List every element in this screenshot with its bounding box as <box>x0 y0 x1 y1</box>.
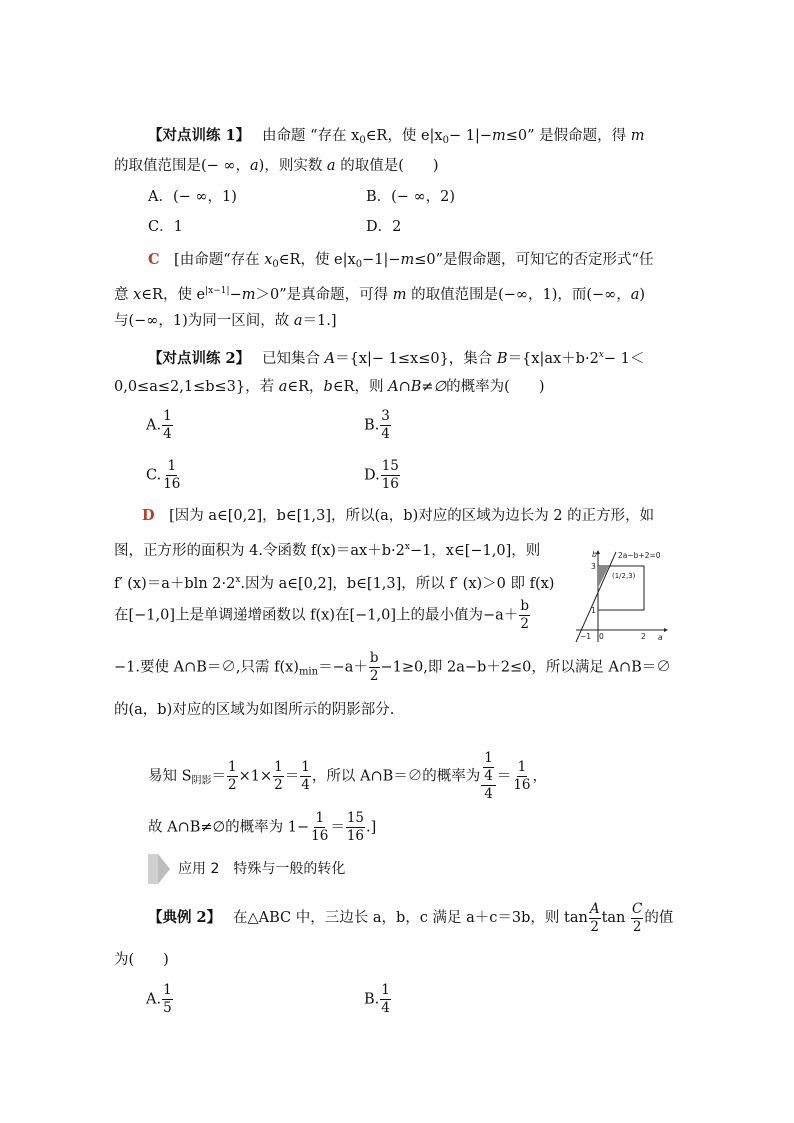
text: x <box>259 252 273 268</box>
text: .] <box>366 819 377 836</box>
text: 15 <box>346 810 365 826</box>
text: a <box>293 313 303 329</box>
text: ∈R，则 <box>332 379 384 395</box>
practice2-option-b <box>364 408 392 443</box>
practice2-solution-line2 <box>114 537 540 561</box>
text: 1 <box>301 759 310 775</box>
text: b <box>369 650 379 666</box>
text: m <box>400 252 415 268</box>
text: m <box>626 128 645 144</box>
text: 15 <box>381 458 399 474</box>
fraction <box>369 650 380 685</box>
text: 0 <box>272 259 279 270</box>
practice1-solution-line3 <box>114 311 337 331</box>
text: tan <box>601 910 626 926</box>
fraction <box>380 982 391 1017</box>
section-heading <box>178 859 345 879</box>
practice2-solution-line3 <box>114 570 554 594</box>
practice2-stem-line1 <box>148 345 644 369</box>
text: 故 A∩B≠∅的概率为 1− <box>148 819 310 836</box>
fraction <box>273 759 284 794</box>
y-tick-3: 3 <box>591 562 596 571</box>
text: 5 <box>163 1000 172 1016</box>
text: 1 <box>163 408 172 424</box>
text: x <box>235 575 241 585</box>
example2-stem-line1 <box>148 898 673 938</box>
text: 0 <box>355 259 363 270</box>
fraction <box>519 598 530 633</box>
fraction <box>310 810 329 845</box>
set-a-symbol: A <box>324 351 336 367</box>
section-heading-arrow <box>158 854 170 884</box>
text: m <box>492 128 506 144</box>
practice2-answer: D <box>142 507 155 524</box>
text: 的取值是( ) <box>340 158 439 174</box>
text: B. <box>364 991 380 1008</box>
text: ＝{x|− 1≤x≤0}，集合 <box>335 351 493 367</box>
text: 已知集合 <box>262 351 320 367</box>
point-label: (1/2,3) <box>612 572 636 580</box>
fraction <box>227 759 238 794</box>
text: −1|− <box>362 252 401 268</box>
practice1-option-b: B．(− ∞，2) <box>366 189 456 205</box>
text: 2 <box>520 616 529 632</box>
text: [因为 a∈[0,2]，b∈[1,3]，所以(a，b)对应的区域为边长为 2 的正方形，如 <box>169 508 655 524</box>
practice1-solution-line2 <box>114 281 645 305</box>
var-b: b <box>323 379 333 395</box>
section-heading-bar <box>148 854 158 884</box>
text: m <box>241 287 256 303</box>
set-b-symbol: B <box>496 351 508 367</box>
text: x <box>598 350 604 360</box>
text: ，所以 A∩B＝∅的概率为 <box>311 768 481 785</box>
practice1-answer: C <box>148 251 160 268</box>
text: 与(−∞，1)为同一区间，故 <box>114 313 290 329</box>
practice2-solution-line1 <box>142 506 654 526</box>
fraction <box>381 458 400 493</box>
text: 的值 <box>644 910 674 926</box>
text: ∈R，使 e|x <box>278 252 356 268</box>
text: 16 <box>163 476 181 492</box>
section-label: 应用 2 <box>178 861 220 877</box>
text: − <box>229 287 242 303</box>
text: 阴影 <box>191 775 212 787</box>
text: ， <box>532 768 548 785</box>
y-axis-label: b <box>592 550 597 559</box>
text: a <box>630 287 640 303</box>
text: D. <box>364 467 380 484</box>
text: 由命题 “存在 x <box>262 128 360 144</box>
text: −1.要使 A∩B＝∅,只需 f(x) <box>114 659 299 676</box>
text: 16 <box>513 777 531 793</box>
text: 的取值范围是(− ∞， <box>114 158 250 174</box>
text: ≤0” 是假命题，得 <box>505 128 627 144</box>
text: −1，x∈[−1,0]，则 <box>409 543 541 559</box>
compound-fraction <box>481 750 496 803</box>
practice1-option-d: D．2 <box>366 219 402 235</box>
text: b <box>520 598 529 614</box>
practice2-label: 【对点训练 2】 <box>148 350 243 367</box>
shaded-region <box>598 566 609 588</box>
fraction <box>162 458 181 493</box>
text: ≤0”是假命题，可知它的否定形式“任 <box>414 252 654 268</box>
text: 的取值范围是(−∞，1)，而(−∞， <box>411 287 631 303</box>
text: 1 <box>315 810 325 826</box>
text: −1≥0,即 2a−b＋2≤0，所以满足 A∩B＝∅ <box>380 659 671 676</box>
x-tick-minus1: −1 <box>580 632 592 641</box>
text: ＝ <box>496 768 512 785</box>
practice1-stem-line2 <box>114 156 439 176</box>
text: C <box>632 900 643 917</box>
text: ∈R， <box>287 379 324 395</box>
region-figure <box>572 548 672 644</box>
practice1-option-a: A．(− ∞，1) <box>148 189 237 205</box>
text: ×1× <box>238 768 273 785</box>
practice2-solution-line5 <box>114 650 671 690</box>
text: 2 <box>274 777 283 793</box>
fraction <box>589 901 601 936</box>
text: 4 <box>301 777 310 793</box>
text: 图，正方形的面积为 4.令函数 f(x)＝ax＋b·2 <box>114 543 405 559</box>
text: ＝ <box>211 768 227 785</box>
practice2-solution-line6: 的(a，b)对应的区域为如图所示的阴影部分. <box>114 702 395 718</box>
section-title: 特殊与一般的转化 <box>233 861 346 877</box>
text: f′ (x)＝a＋bln 2·2 <box>114 576 236 592</box>
x-arrow <box>664 628 668 632</box>
text: min <box>298 666 319 678</box>
fraction <box>300 759 311 794</box>
x-axis-label: a <box>658 633 663 642</box>
practice1-option-c: C．1 <box>148 219 183 235</box>
text: 1 <box>167 458 177 474</box>
text: ∈R，使 e <box>141 287 206 303</box>
text: 0 <box>442 135 449 146</box>
text: 1 <box>381 982 390 998</box>
x-tick-2: 2 <box>641 632 646 641</box>
y-tick-1: 1 <box>591 606 596 615</box>
practice2-solution-line7 <box>148 750 547 807</box>
text: 16 <box>346 828 365 844</box>
text: 2 <box>228 777 237 793</box>
text: ) <box>639 287 646 303</box>
text: 0,0≤a≤2,1≤b≤3}，若 <box>114 379 275 395</box>
text: 4 <box>381 1000 390 1016</box>
example2-label: 【典例 2】 <box>148 909 214 926</box>
text: 1 <box>517 759 527 775</box>
text: 在△ABC 中，三边长 a，b，c 满足 a＋c＝3b，则 tan <box>233 910 588 926</box>
example2-option-b <box>364 982 392 1017</box>
text: 2 <box>632 918 642 935</box>
text: ＝ <box>284 768 300 785</box>
text: x <box>133 287 142 303</box>
text: 易知 S <box>148 768 192 785</box>
text: .因为 a∈[0,2]，b∈[1,3]，所以 f′ (x)＞0 即 f(x) <box>240 576 555 592</box>
text: |x−1| <box>205 286 230 296</box>
practice2-solution-line8 <box>148 810 376 845</box>
practice2-solution-line4 <box>114 598 531 633</box>
practice1-stem-line1 <box>148 126 645 151</box>
text: ＝−a＋ <box>318 659 368 676</box>
text: x <box>404 542 410 552</box>
practice2-option-d <box>364 458 401 493</box>
text: ＞0”是真命题，可得 <box>255 287 389 303</box>
text: 1 <box>274 759 283 775</box>
text: 2 <box>590 918 599 935</box>
fraction <box>380 408 391 443</box>
fraction <box>631 901 643 936</box>
text: 4 <box>381 426 390 442</box>
text: 意 <box>114 287 129 303</box>
text: 0 <box>359 135 366 146</box>
text: 2 <box>369 668 379 684</box>
practice1-solution-line1 <box>148 250 653 275</box>
text: m <box>388 287 407 303</box>
line-label: 2a−b+2=0 <box>618 551 661 560</box>
text: a <box>250 158 259 174</box>
text: 1 <box>228 759 237 775</box>
origin-label: 0 <box>599 632 604 641</box>
text: A. <box>146 417 162 434</box>
text: 的概率为( ) <box>446 379 545 395</box>
fraction <box>483 750 494 785</box>
text: 4 <box>484 786 493 802</box>
text: 1 <box>484 750 493 766</box>
text: 在[−1,0]上是单调递增函数以 f(x)在[−1,0]上的最小值为−a＋ <box>114 607 519 624</box>
fraction <box>346 810 365 845</box>
boundary-line <box>576 552 616 642</box>
practice2-option-c <box>146 458 182 493</box>
text: 3 <box>381 408 390 424</box>
text: − 1|− <box>448 128 492 144</box>
text: a <box>322 158 341 174</box>
example2-option-a <box>146 982 174 1017</box>
text: 4 <box>484 768 493 784</box>
text: 1 <box>163 982 172 998</box>
practice2-option-a <box>146 408 174 443</box>
text: ＝{x|ax＋b·2 <box>507 351 599 367</box>
fraction <box>162 982 173 1017</box>
text: A. <box>146 991 162 1008</box>
text: 16 <box>381 476 399 492</box>
text: ＝1.] <box>302 313 337 329</box>
var-a: a <box>278 379 288 395</box>
example2-stem-line2: 为( ) <box>114 952 169 968</box>
text: B. <box>364 417 380 434</box>
text: ∈R，使 e|x <box>365 128 443 144</box>
practice1-label: 【对点训练 1】 <box>148 127 243 144</box>
text: C. <box>146 467 162 484</box>
text: A∩B≠∅ <box>388 379 447 395</box>
text: 16 <box>311 828 329 844</box>
text: ＝ <box>330 819 345 836</box>
text: [由命题“存在 <box>174 252 260 268</box>
text: 4 <box>163 426 172 442</box>
text: )，则实数 <box>258 158 323 174</box>
fraction <box>512 759 531 794</box>
practice2-stem-line2 <box>114 377 544 397</box>
text: − 1＜ <box>603 351 645 367</box>
fraction <box>162 408 173 443</box>
text: A <box>589 900 600 917</box>
